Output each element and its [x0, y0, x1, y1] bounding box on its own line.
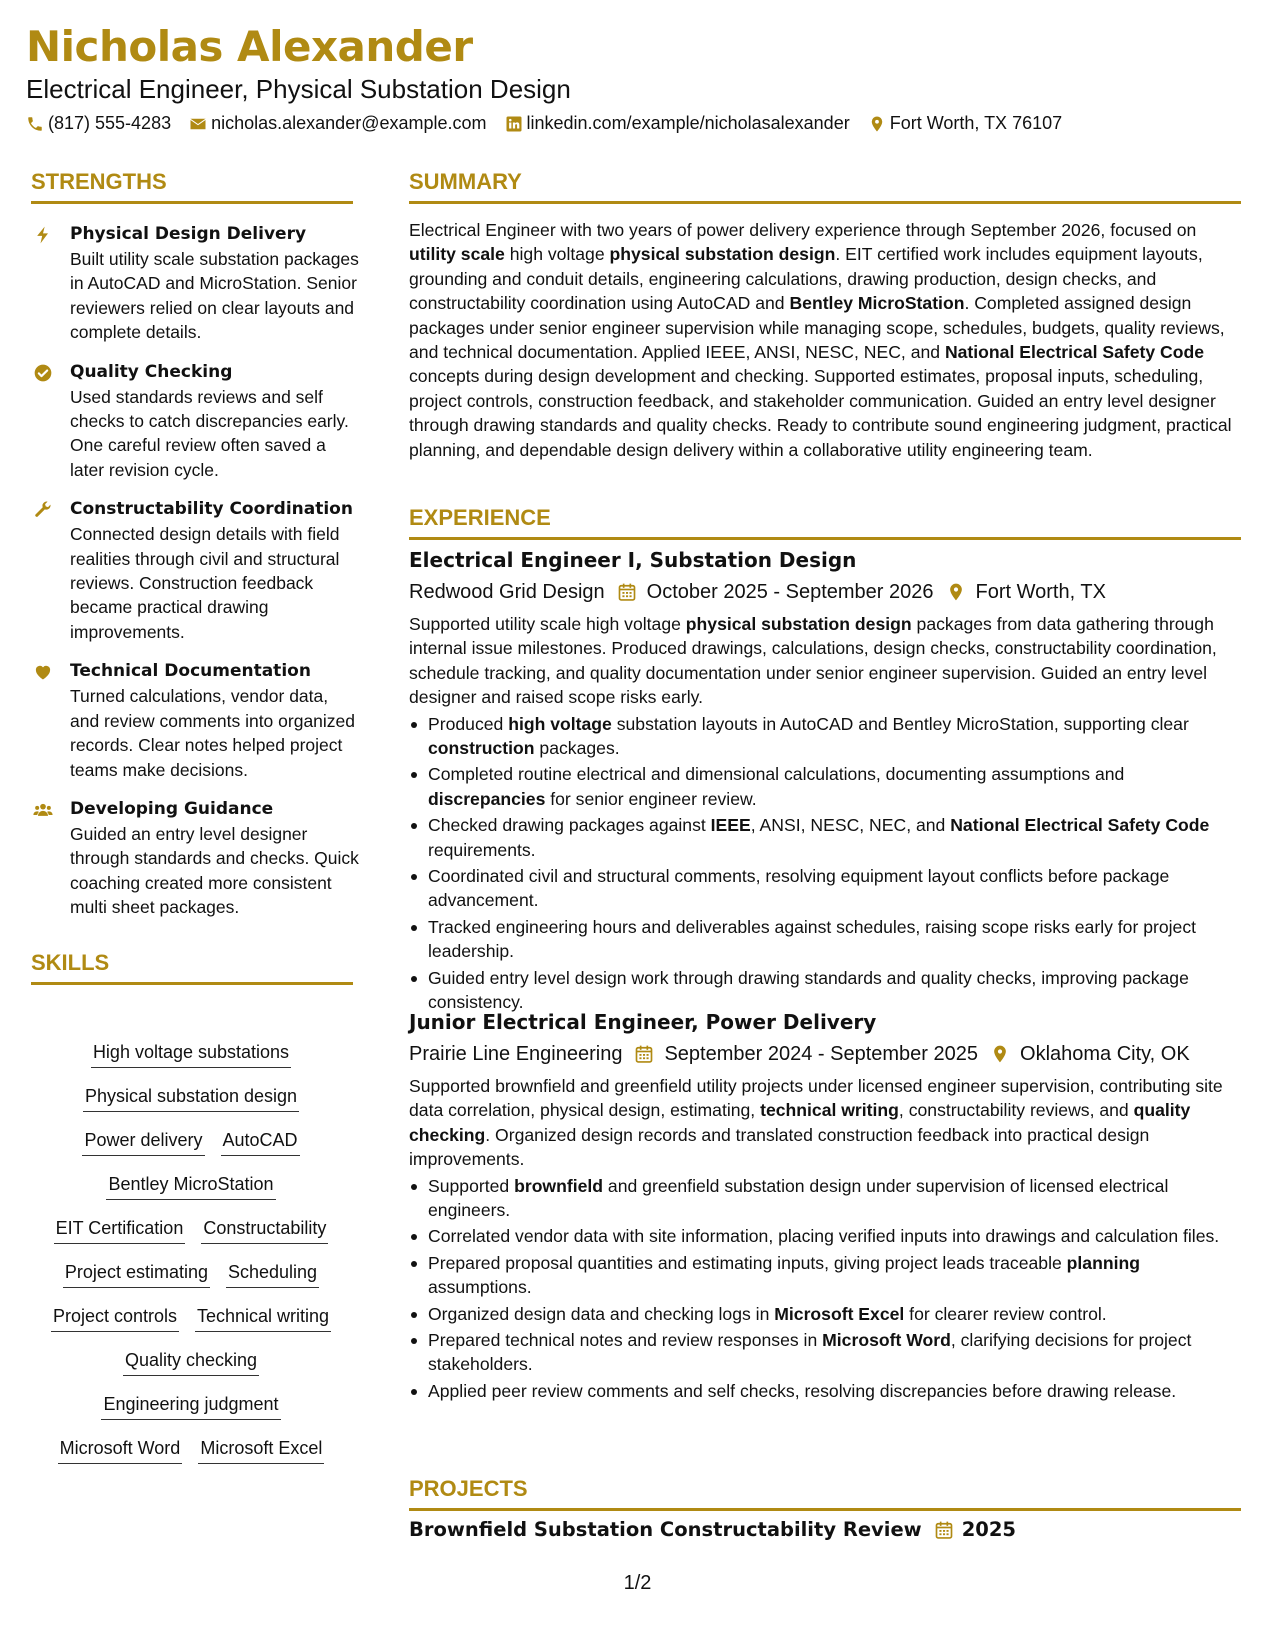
check-circle-icon: [32, 362, 54, 384]
job-title: Junior Electrical Engineer, Power Delivery: [409, 1010, 877, 1034]
job-bullets: [409, 1174, 1241, 1404]
skill-tag: Bentley MicroStation: [106, 1172, 275, 1200]
wrench-icon: [32, 499, 54, 521]
candidate-name: Nicholas Alexander: [26, 22, 473, 71]
heart-icon: [32, 661, 54, 683]
strengths-heading: STRENGTHS: [31, 169, 167, 194]
job-summary: Supported utility scale high voltage physical substation design packages from data gathering through internal issue milestones. Produced drawings, calculations, design checks, constructability coordination, schedule tracking, and quality documentation under senior engineer supervision. Guided an entry level designer and raised scope risks early.: [409, 614, 1217, 708]
skill-tag: Physical substation design: [83, 1084, 299, 1112]
job-dates: September 2024 - September 2025: [664, 1043, 979, 1065]
phone-icon: [26, 115, 44, 133]
summary-divider: [409, 201, 1241, 204]
bullet-item: Checked drawing packages against IEEE, ANSI, NESC, NEC, and National Electrical Safety Code requirements.: [409, 813, 1241, 862]
skill-row: [30, 1084, 352, 1112]
project-title: Brownfield Substation Constructability Review: [409, 1518, 922, 1541]
envelope-icon: [189, 115, 207, 133]
map-pin-icon: [868, 115, 886, 133]
job-entry: [409, 546, 1241, 1017]
users-icon: [32, 799, 54, 821]
job-title: Electrical Engineer I, Substation Design: [409, 548, 857, 572]
projects-heading: PROJECTS: [409, 1476, 528, 1501]
project-entry: [409, 1518, 1241, 1541]
skill-tag: Power delivery: [82, 1128, 204, 1156]
candidate-title: Electrical Engineer, Physical Substation Design: [26, 74, 571, 104]
location-text: Fort Worth, TX 76107: [889, 113, 1063, 133]
skill-row: [30, 1260, 352, 1288]
strength-desc: Turned calculations, vendor data, and review comments into organized records. Clear notes helped project teams make decisions.: [70, 686, 356, 780]
skill-tag: EIT Certification: [54, 1216, 186, 1244]
contact-linkedin[interactable]: [505, 113, 850, 134]
skill-tag: AutoCAD: [221, 1128, 300, 1156]
strength-desc: Used standards reviews and self checks to catch discrepancies early. One careful review often saved a later revision cycle.: [70, 386, 349, 480]
experience-heading: EXPERIENCE: [409, 505, 551, 530]
skill-tag: Microsoft Excel: [198, 1436, 324, 1464]
strength-desc: Connected design details with field realities through civil and structural reviews. Construction feedback became practical drawing improvements.: [70, 524, 340, 642]
skills-list: [30, 1040, 352, 1480]
map-pin-icon: [990, 1044, 1010, 1064]
experience-divider: [409, 537, 1241, 540]
contact-bar: [26, 113, 1080, 134]
strength-item: [30, 222, 360, 345]
skill-tag: Constructability: [201, 1216, 328, 1244]
skill-tag: Quality checking: [123, 1348, 259, 1376]
skill-row: [30, 1348, 352, 1376]
strength-title: Physical Design Delivery: [70, 224, 307, 244]
strength-title: Developing Guidance: [70, 798, 274, 819]
contact-phone[interactable]: [26, 113, 171, 134]
bullet-item: Tracked engineering hours and deliverables against schedules, raising scope risks early for project leadership.: [409, 915, 1241, 964]
skills-divider: [31, 982, 353, 985]
calendar-icon: [634, 1044, 654, 1064]
skill-tag: Project estimating: [63, 1260, 210, 1288]
job-summary: Supported brownfield and greenfield utility projects under licensed engineer supervision, contributing site data correlation, physical design, estimating, technical writing, constructability reviews, and quality checking. Organized design records and translated construction feedback into practical design improvements.: [409, 1076, 1223, 1170]
strength-item: [30, 360, 360, 483]
strength-item: [30, 659, 360, 782]
summary-text: Electrical Engineer with two years of power delivery experience through September 2026, focused on utility scale high voltage physical substation design. EIT certified work includes equipment layouts, grounding and conduit details, engineering calculations, drawing production, design checks, and constructability coordination using AutoCAD and Bentley MicroStation. Completed assigned design packages under senior engineer supervision while managing scope, schedules, budgets, quality reviews, and technical documentation. Applied IEEE, ANSI, NESC, NEC, and National Electrical Safety Code concepts during design development and checking. Supported estimates, proposal inputs, scheduling, project controls, construction feedback, and stakeholder communication. Guided an entry level designer through drawing standards and quality checks. Ready to contribute sound engineering judgment, practical planning, and dependable design delivery within a collaborative utility engineering team.: [409, 220, 1232, 460]
skill-row: [30, 1128, 352, 1156]
bolt-icon: [32, 224, 54, 246]
contact-email[interactable]: [189, 113, 486, 134]
bullet-item: Prepared technical notes and review responses in Microsoft Word, clarifying decisions for project stakeholders.: [409, 1328, 1241, 1377]
strengths-list: [30, 222, 360, 935]
skill-tag: Microsoft Word: [58, 1436, 183, 1464]
skill-row: [30, 1216, 352, 1244]
calendar-icon: [617, 582, 637, 602]
strength-title: Constructability Coordination: [70, 499, 353, 520]
job-company: Redwood Grid Design: [409, 581, 605, 603]
strength-title: Technical Documentation: [70, 661, 311, 682]
bullet-item: Correlated vendor data with site information, placing verified inputs into drawings and calculation files.: [409, 1224, 1241, 1248]
strength-desc: Built utility scale substation packages in AutoCAD and MicroStation. Senior reviewers relied on clear layouts and complete details.: [70, 249, 359, 343]
linkedin-icon: [505, 115, 523, 133]
skill-row: [30, 1040, 352, 1068]
bullet-item: Coordinated civil and structural comments, resolving equipment layout conflicts before package advancement.: [409, 864, 1241, 913]
bullet-item: Applied peer review comments and self checks, resolving discrepancies before drawing release.: [409, 1379, 1241, 1403]
skill-tag: Technical writing: [195, 1304, 331, 1332]
bullet-item: Prepared proposal quantities and estimating inputs, giving project leads traceable planning assumptions.: [409, 1251, 1241, 1300]
email-text: nicholas.alexander@example.com: [211, 113, 487, 133]
bullet-item: Organized design data and checking logs in Microsoft Excel for clearer review control.: [409, 1302, 1241, 1326]
bullet-item: Supported brownfield and greenfield substation design under supervision of licensed electrical engineers.: [409, 1174, 1241, 1223]
summary-heading: SUMMARY: [409, 169, 522, 194]
calendar-icon: [934, 1520, 954, 1540]
strength-title: Quality Checking: [70, 361, 233, 382]
skill-row: [30, 1436, 352, 1464]
bullet-item: Produced high voltage substation layouts in AutoCAD and Bentley MicroStation, supporting clear construction packages.: [409, 712, 1241, 761]
skill-tag: Project controls: [51, 1304, 179, 1332]
skills-heading: SKILLS: [31, 950, 110, 975]
job-location: Fort Worth, TX: [975, 581, 1106, 603]
skill-row: [30, 1392, 352, 1420]
bullet-item: Guided entry level design work through drawing standards and quality checks, improving package consistency.: [409, 966, 1241, 1015]
projects-divider: [409, 1508, 1241, 1511]
job-company: Prairie Line Engineering: [409, 1043, 623, 1065]
skill-tag: Scheduling: [226, 1260, 319, 1288]
skill-row: [30, 1304, 352, 1332]
job-meta: [409, 1040, 1241, 1068]
strength-desc: Guided an entry level designer through standards and checks. Quick coaching created more consistent multi sheet packages.: [70, 823, 359, 918]
job-bullets: [409, 712, 1241, 1015]
phone-text: (817) 555-4283: [48, 113, 172, 133]
strength-item: [30, 797, 360, 920]
contact-location: [868, 113, 1062, 134]
job-dates: October 2025 - September 2026: [646, 581, 934, 603]
job-entry: [409, 1008, 1241, 1405]
bullet-item: Completed routine electrical and dimensional calculations, documenting assumptions and discrepancies for senior engineer review.: [409, 762, 1241, 811]
map-pin-icon: [946, 582, 966, 602]
job-meta: [409, 578, 1241, 606]
skill-tag: Engineering judgment: [101, 1392, 280, 1420]
skill-tag: High voltage substations: [91, 1040, 291, 1068]
linkedin-text: linkedin.com/example/nicholasalexander: [526, 113, 850, 133]
strength-item: [30, 497, 360, 644]
project-year: 2025: [961, 1518, 1016, 1541]
page-number: 1/2: [623, 1572, 652, 1594]
strengths-divider: [31, 201, 353, 204]
job-location: Oklahoma City, OK: [1020, 1043, 1190, 1065]
skill-row: [30, 1172, 352, 1200]
